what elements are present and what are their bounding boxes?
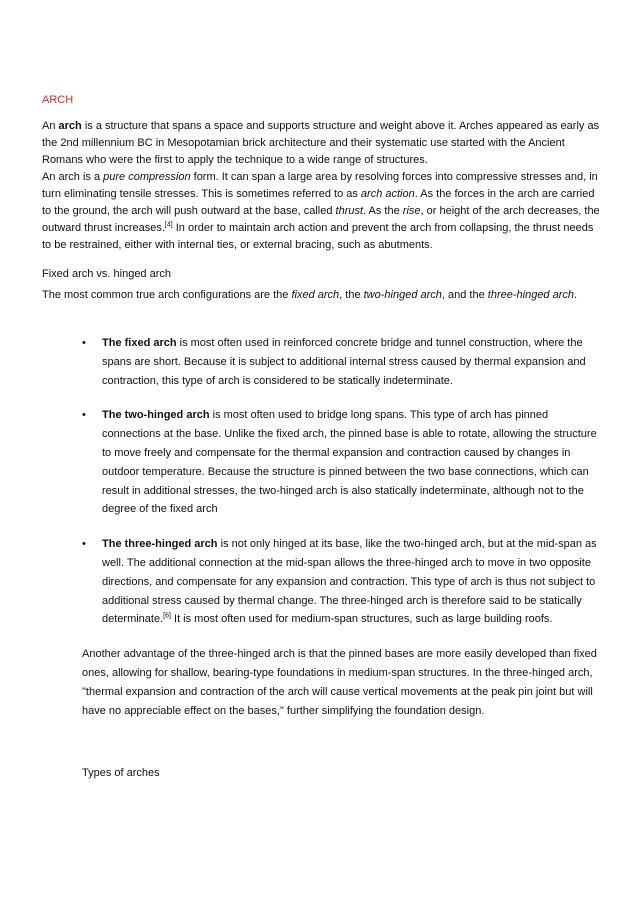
list-item-text: is not only hinged at its base, like the two-hinged arch, but at the mid-span as well. The additional connection at the mid-span allows the three-hinged arch to move in two opposite directions, and compensate for any expansion and contraction. This type of arch is thus not subject to additional stress caused by thermal change. The three-hinged arch is therefore said to be statically determinate. (102, 538, 597, 626)
list-item-title: The fixed arch (102, 337, 177, 349)
list-item-title: The two-hinged arch (102, 409, 210, 422)
compression-text-2: form. It can span a large area by resolving forces into compressive stresses and, in turn eliminating tensile stresses. This is sometimes referred to as (42, 171, 598, 200)
advantage-paragraph: Another advantage of the three-hinged arch is that the pinned bases are more easily developed than fixed ones, allowing for shallow, bearing-type foundations in medium-span structures. In the three-hinged arch, "thermal expansion and contraction of the arch will cause vertical movements at the peak pin joint but will have no appreciable effect on the bases," further simplifying the foundation design. (82, 648, 597, 717)
citation-6[interactable]: [6] (163, 612, 171, 620)
intro-text-start: An (42, 120, 59, 132)
list-item-two-hinged-arch (82, 406, 602, 519)
configs-text-4: . (574, 289, 578, 301)
term-thrust: thrust (335, 205, 364, 217)
compression-text-4: . As the (363, 205, 403, 217)
list-item-text-end: It is most often used for medium-span structures, such as large building roofs. (170, 613, 553, 626)
compression-text-1: An arch is a (42, 171, 104, 183)
intro-paragraph (42, 118, 602, 169)
bullet-icon: • (82, 409, 86, 422)
bullet-icon: • (82, 538, 86, 551)
configs-text-2: , the (339, 289, 364, 301)
term-three-hinged-arch: three-hinged arch (487, 289, 575, 301)
compression-text-3: . As the forces in the arch are carried to the ground, the arch will push outward at the base, called (42, 188, 595, 217)
term-two-hinged-arch: two-hinged arch (363, 289, 442, 301)
intro-text-rest: is a structure that spans a space and supports structure and weight above it. Arches appeared as early as the 2nd millennium BC in Mesopotamian brick architecture and their systematic use started with the Ancient Romans who were the first to apply the technique to a wide range of structures. (42, 120, 600, 166)
bullet-icon: • (82, 337, 86, 349)
compression-text-6: In order to maintain arch action and prevent the arch from collapsing, the thrust needs to be restrained, either with internal ties, or external bracing, such as abutments. (42, 222, 594, 251)
compression-text-5: , or height of the arch decreases, the outward thrust increases. (42, 205, 600, 234)
types-of-arches-heading: Types of arches (82, 767, 160, 779)
term-pure-compression: pure compression (103, 171, 191, 183)
list-item-three-hinged-arch (82, 535, 602, 629)
intro-bold-term: arch (58, 120, 82, 132)
arch-types-list (82, 334, 602, 629)
section-heading: ARCH (42, 94, 74, 106)
term-fixed-arch: fixed arch (291, 289, 340, 301)
list-item-fixed-arch (82, 334, 602, 390)
subheading-fixed-vs-hinged: Fixed arch vs. hinged arch (42, 268, 172, 280)
list-item-title: The three-hinged arch (102, 538, 218, 551)
citation-4[interactable]: [4] (164, 221, 173, 229)
compression-paragraph (42, 169, 602, 254)
list-item-text: is most often used to bridge long spans. This type of arch has pinned connections at the base. Unlike the fixed arch, the pinned base is able to rotate, allowing the structure to move freely and compensate for the thermal expansion and contraction caused by changes in outdoor temperature. Because the structure is pinned between the two base connections, which can result in additional stresses, the two-hinged arch is also statically indeterminate, although not to the degree of the fixed arch (102, 409, 597, 516)
term-arch-action: arch action (360, 188, 415, 200)
term-rise: rise (402, 205, 421, 217)
configs-paragraph (42, 287, 602, 304)
configs-text-1: The most common true arch configurations are the (42, 289, 292, 301)
configs-text-3: , and the (441, 289, 488, 301)
list-item-text: is most often used in reinforced concrete bridge and tunnel construction, where the spans are short. Because it is subject to additional internal stress caused by thermal expansion and contraction, this type of arch is considered to be statically indeterminate. (102, 337, 586, 387)
